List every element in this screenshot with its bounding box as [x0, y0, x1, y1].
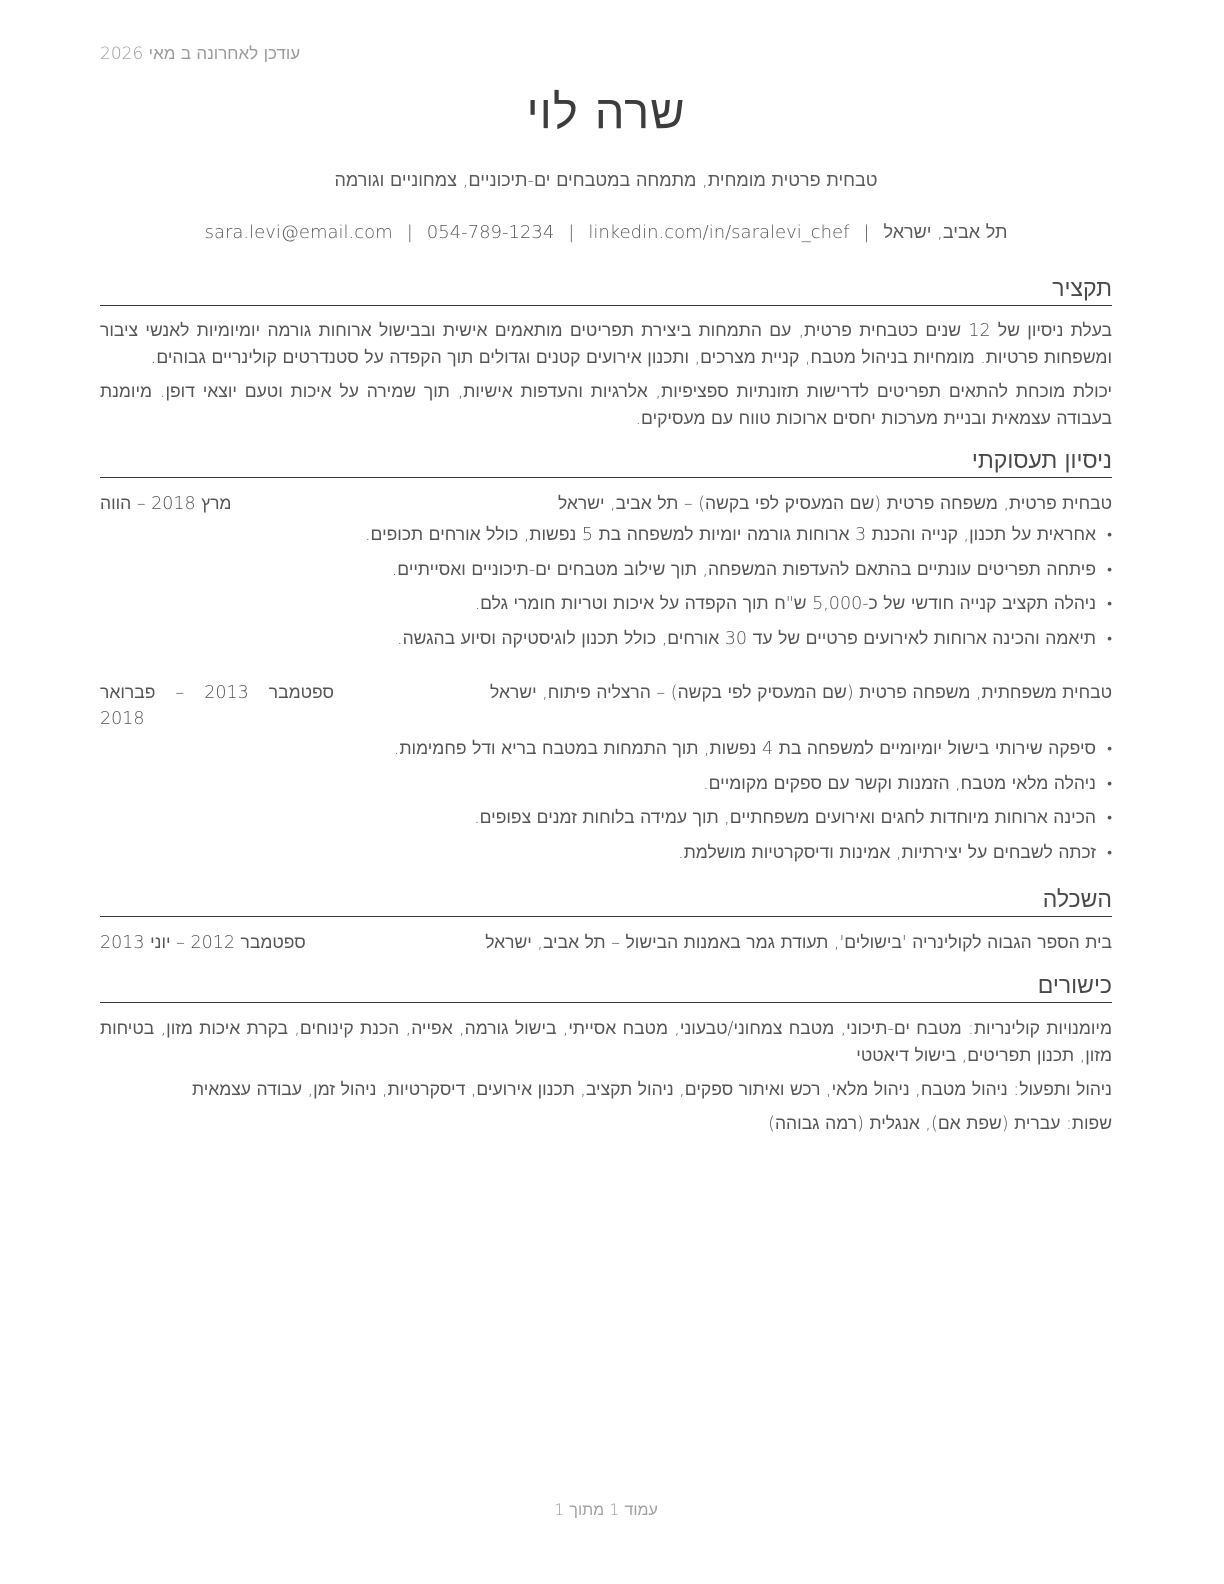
contact-phone: 054-789-1234	[426, 222, 555, 243]
skills-culinary: מיומנויות קולינריות: מטבח ים-תיכוני, מטבח צמחוני/טבעוני, מטבח אסייתי, בישול גורמה, אפייה, הכנת קינוחים, בקרת איכות מזון, בטיחות מזון, תכנון תפריטים, בישול דיאטטי	[100, 1019, 1112, 1066]
job-bullets	[100, 736, 1112, 874]
job-dates: מרץ 2018 – הווה	[100, 494, 232, 514]
resume-page	[100, 0, 1112, 1584]
job-title: טבחית משפחתית, משפחה פרטית (שם המעסיק לפי בקשה) – הרצליה פיתוח, ישראל	[490, 683, 1112, 703]
job-dates: ספטמבר 2013 – פברואר 2018	[100, 683, 335, 729]
bullet-item: • תיאמה והכינה ארוחות לאירועים פרטיים של עד 30 אורחים, כולל תכנון לוגיסטיקה וסיוע בהגשה.	[100, 626, 1112, 661]
contact-separator: |	[863, 222, 870, 243]
contact-location: תל אביב, ישראל	[883, 222, 1008, 243]
section-title-education: השכלה	[100, 885, 1112, 917]
page-number: עמוד 1 מתוך 1	[554, 1500, 658, 1519]
education-dates: ספטמבר 2012 – יוני 2013	[100, 933, 306, 953]
contact-separator: |	[406, 222, 413, 243]
bullet-item: • סיפקה שירותי בישול יומיומיים למשפחה בת 4 נפשות, תוך התמחות במטבח בריא ודל פחמימות.	[100, 736, 1112, 771]
contact-separator: |	[568, 222, 575, 243]
job-title: טבחית פרטית, משפחה פרטית (שם המעסיק לפי בקשה) – תל אביב, ישראל	[557, 494, 1112, 514]
bullet-item: • פיתחה תפריטים עונתיים בהתאם להעדפות המשפחה, תוך שילוב מטבחים ים-תיכוניים ואסייתיים.	[100, 557, 1112, 592]
skills-management: ניהול ותפעול: ניהול מטבח, ניהול מלאי, רכש ואיתור ספקים, ניהול תקציב, תכנון אירועים, דיסקרטיות, ניהול זמן, עבודה עצמאית	[191, 1080, 1112, 1100]
bullet-item: • אחראית על תכנון, קנייה והכנת 3 ארוחות גורמה יומיות למשפחה בת 5 נפשות, כולל אורחים תכופים.	[100, 522, 1112, 557]
bullet-item: • זכתה לשבחים על יצירתיות, אמינות ודיסקרטיות מושלמת.	[100, 840, 1112, 875]
contact-linkedin[interactable]: linkedin.com/in/saralevi_chef	[588, 222, 850, 243]
candidate-name: שרה לוי	[526, 85, 686, 140]
summary-paragraph: יכולת מוכחת להתאים תפריטים לדרישות תזונתיות ספציפיות, אלרגיות והעדפות אישיות, תוך שמירה על איכות וטעם יוצאי דופן. מיומנת בעבודה עצמאית ובניית מערכות יחסים ארוכות טווח עם מעסיקים.	[100, 382, 1112, 429]
candidate-headline: טבחית פרטית מומחית, מתמחה במטבחים ים-תיכוניים, צמחוניים וגורמה	[334, 170, 878, 191]
last-updated-note: עודכן לאחרונה ב מאי 2026	[100, 44, 301, 64]
education-institution: בית הספר הגבוה לקולינריה 'בישולים', תעודת גמר באמנות הבישול – תל אביב, ישראל	[485, 933, 1112, 953]
contact-line	[100, 222, 1112, 243]
job-bullets	[100, 522, 1112, 660]
section-title-experience: ניסיון תעסוקתי	[100, 446, 1112, 478]
skills-languages: שפות: עברית (שפת אם), אנגלית (רמה גבוהה)	[768, 1114, 1112, 1134]
bullet-item: • הכינה ארוחות מיוחדות לחגים ואירועים משפחתיים, תוך עמידה בלוחות זמנים צפופים.	[100, 805, 1112, 840]
section-title-summary: תקציר	[100, 274, 1112, 306]
bullet-item: • ניהלה מלאי מטבח, הזמנות וקשר עם ספקים מקומיים.	[100, 771, 1112, 806]
section-title-skills: כישורים	[100, 971, 1112, 1003]
contact-email[interactable]: sara.levi@email.com	[204, 222, 393, 243]
bullet-item: • ניהלה תקציב קנייה חודשי של כ-5,000 ש"ח תוך הקפדה על איכות וטריות חומרי גלם.	[100, 591, 1112, 626]
summary-paragraph: בעלת ניסיון של 12 שנים כטבחית פרטית, עם התמחות ביצירת תפריטים מותאמים אישית ובבישול ארוחות גורמה יומיומיות לאנשי ציבור ומשפחות פרטיות. מומחיות בניהול מטבח, קניית מצרכים, ותכנון אירועים קטנים וגדולים תוך הקפדה על סטנדרטים קולינריים גבוהים.	[100, 321, 1113, 368]
